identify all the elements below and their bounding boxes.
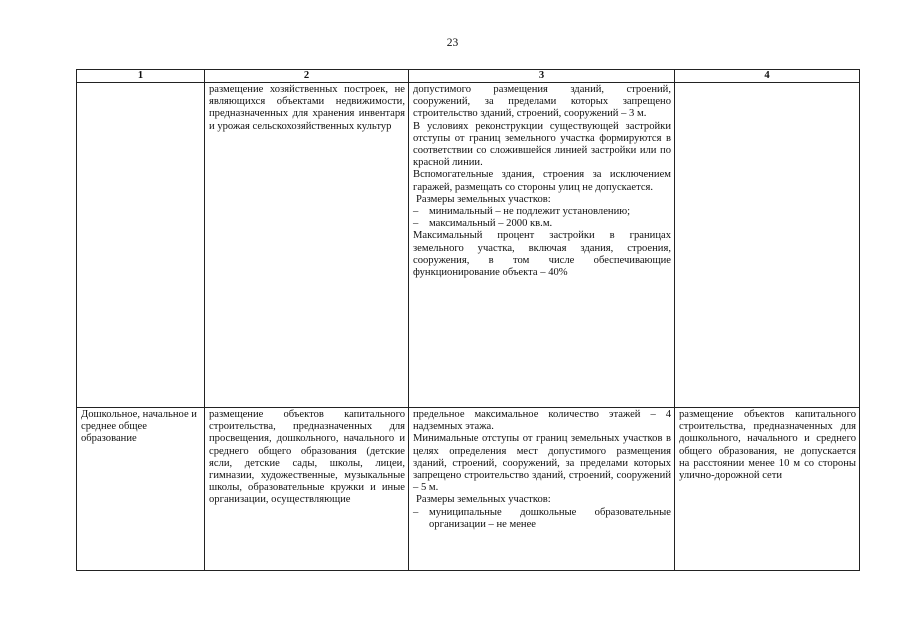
row2-col3-para-3: Размеры земельных участков: <box>416 494 551 506</box>
row1-col2: размещение хозяйственных построек, не являющихся объектами недвижимости, предназначенных для хранения инвентаря и урожая сельскохозяйственных культур <box>205 83 409 408</box>
page-number: 23 <box>446 37 459 49</box>
row2-col3 <box>409 408 675 571</box>
row1-col3-para-2: В условиях реконструкции существующей застройки отступы от границ земельного участка формируются в соответствии со сложившейся линией застройки или по красной линии. <box>413 120 671 169</box>
list-item: – максимальный – 2000 кв.м. <box>413 218 671 230</box>
row1-col3-tail: Максимальный процент застройки в границах земельного участка, включая здания, строения, сооружения, в том числе обеспечивающие функционирование объекта – 40% <box>413 230 671 279</box>
row2-col2: размещение объектов капитального строительства, предназначенных для просвещения, дошкольного, начального и среднего общего образования (детские ясли, детские сады, школы, лицеи, гимназии, художественные, музыкальные школы, образовательные кружки и иные организации, осуществляющие <box>205 408 409 571</box>
header-col-4: 4 <box>675 70 860 83</box>
table-row <box>77 83 860 408</box>
list-item: – муниципальные дошкольные образовательные организации – не менее <box>413 506 671 530</box>
regulations-table <box>76 69 860 571</box>
row1-col1 <box>77 83 205 408</box>
row1-col3-para-1: допустимого размещения зданий, строений, сооружений, за пределами которых запрещено строительство зданий, строений, сооружений – 3 м. <box>413 84 671 120</box>
list-item-text: муниципальные дошкольные образовательные организации – не менее <box>429 506 671 530</box>
row2-col3-para-2: Минимальные отступы от границ земельных участков в целях определения мест допустимого размещения зданий, строений, сооружений, за пределами которых запрещено строительство зданий, строений, сооружений – 5 м. <box>413 433 671 494</box>
table-row <box>77 408 860 571</box>
list-item: – минимальный – не подлежит установлению; <box>413 206 671 218</box>
row1-col4 <box>675 83 860 408</box>
row2-col3-para-1: предельное максимальное количество этажей – 4 надземных этажа. <box>413 409 671 433</box>
header-col-1: 1 <box>77 70 205 83</box>
row1-col3 <box>409 83 675 408</box>
row1-col3-para-4: Размеры земельных участков: <box>416 193 551 205</box>
table-header-row <box>77 70 860 83</box>
header-col-2: 2 <box>205 70 409 83</box>
header-col-3: 3 <box>409 70 675 83</box>
row2-col1: Дошкольное, начальное и среднее общее образование <box>77 408 205 571</box>
list-item-text: максимальный – 2000 кв.м. <box>429 218 553 230</box>
row2-col4: размещение объектов капитального строительства, предназначенных для дошкольного, начального и среднего общего образования, не допускается на расстоянии менее 10 м со стороны улично-дорожной сети <box>675 408 860 571</box>
list-item-text: минимальный – не подлежит установлению; <box>429 206 631 218</box>
row1-col3-para-3: Вспомогательные здания, строения за исключением гаражей, размещать со стороны улиц не допускается. <box>413 169 671 193</box>
